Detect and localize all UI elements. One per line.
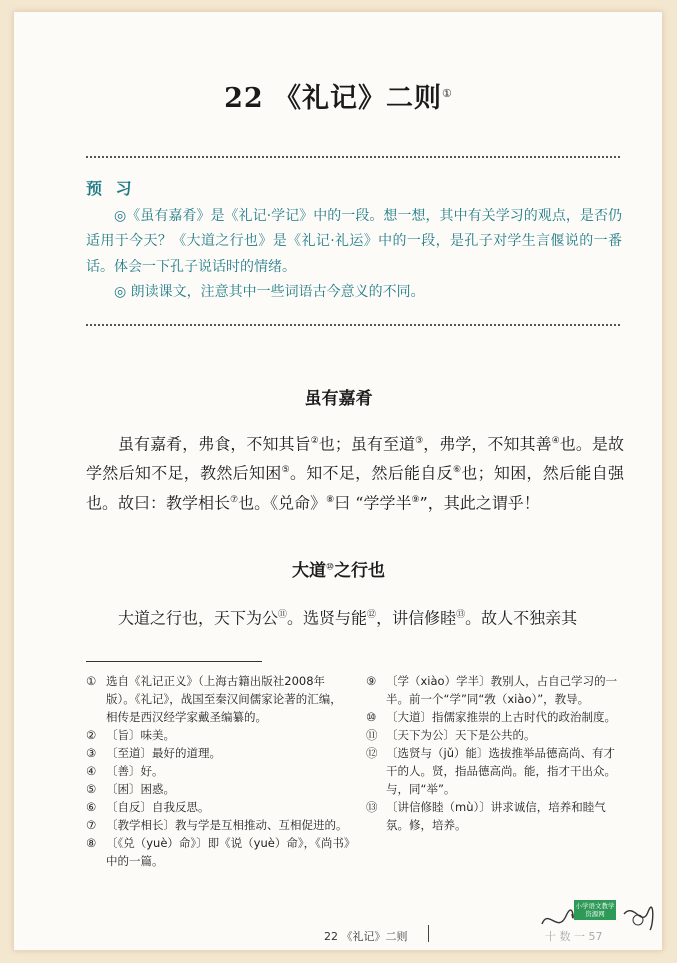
stamp-text: 小学语文教学资源网 — [575, 902, 615, 918]
footnote-item — [86, 672, 352, 726]
footnote-marker: ③ — [415, 436, 424, 446]
footnote-number: ⑤ — [86, 782, 97, 796]
text-segment: 也；知困，然后能自强也。故曰：教学相长 — [86, 463, 624, 512]
footnote-marker: ② — [310, 436, 319, 446]
preview-paragraph-2: ◎ 朗读课文，注意其中一些词语古今意义的不同。 — [114, 284, 425, 300]
footnote-item — [366, 726, 624, 744]
footnote-number: ⑨ — [366, 674, 377, 688]
lesson-title-text: 22 《礼记》二则 — [224, 83, 443, 114]
lesson-title — [0, 76, 677, 115]
footnote-text: 〔至道〕最好的道理。 — [106, 746, 221, 760]
footnote-item — [366, 798, 624, 834]
footnote-text: 〔困〕困惑。 — [106, 782, 175, 796]
text-segment: ，弗学，不知其善 — [423, 434, 552, 454]
footnote-marker: ⑫ — [367, 610, 377, 620]
footnote-text: 〔学（xiào）学半〕教别人，占自己学习的一半。前一个“学”同“敩（xiào）”，教导。 — [386, 674, 618, 706]
text-segment: ”，其此之谓乎！ — [419, 492, 540, 512]
footnote-marker: ⑪ — [278, 610, 288, 620]
footnote-number: ⑬ — [366, 800, 378, 814]
title-footnote-marker: ① — [442, 87, 453, 100]
footnote-marker: ⑤ — [281, 465, 290, 476]
text-segment: 也；虽有至道 — [318, 434, 416, 454]
footnote-marker: ⑩ — [325, 562, 335, 573]
footnote-marker: ⑨ — [411, 494, 420, 505]
footnote-text: 〔天下为公〕天下是公共的。 — [386, 728, 536, 742]
footer-divider — [428, 925, 429, 942]
footnote-item — [86, 834, 352, 870]
text-segment: 曰 “学学半 — [334, 492, 412, 512]
footnote-marker: ④ — [551, 436, 560, 446]
footnotes-right — [366, 672, 624, 834]
footnote-text: 〔选贤与（jǔ）能〕选拔推举品德高尚、有才干的人。贤，指品德高尚。能，指才干出众。与，同“举”。 — [386, 746, 616, 796]
text-segment: 大道之行也，天下为公 — [118, 608, 279, 628]
text-segment: 。故人不独亲其 — [465, 608, 578, 628]
footnote-text: 选自《礼记正义》（上海古籍出版社2008年版）。《礼记》，战国至秦汉间儒家论著的汇编，相传是西汉经学家戴圣编纂的。 — [106, 674, 342, 724]
footnote-item — [86, 726, 352, 744]
footnote-number: ⑦ — [86, 818, 97, 832]
section-title-2 — [0, 556, 677, 581]
dotted-divider-top — [86, 156, 620, 158]
preview-heading: 预 习 — [86, 179, 136, 198]
watermark-stamp — [538, 894, 656, 938]
footnote-marker: ⑬ — [456, 610, 466, 620]
footnotes-left — [86, 672, 352, 870]
footnote-marker: ⑧ — [326, 494, 335, 505]
preview-box — [86, 176, 622, 306]
footnote-text: 〔旨〕味美。 — [106, 728, 175, 742]
footnote-number: ⑫ — [366, 746, 378, 760]
footnote-item — [366, 672, 624, 708]
footnote-number: ④ — [86, 764, 97, 778]
footnote-number: ⑧ — [86, 836, 97, 850]
footnote-item — [86, 744, 352, 762]
section-1-body — [86, 428, 624, 516]
section-title-1: 虽有嘉肴 — [304, 389, 373, 409]
footnote-marker: ⑥ — [452, 465, 462, 476]
footnote-number: ⑩ — [366, 710, 377, 724]
footnote-number: ② — [86, 728, 97, 742]
footnote-item — [366, 744, 624, 798]
section-2-title-a: 大道 — [291, 561, 326, 581]
footnote-item — [86, 762, 352, 780]
footnote-text: 〔善〕好。 — [106, 764, 164, 778]
text-segment: 虽有嘉肴，弗食，不知其旨 — [118, 434, 311, 454]
footnote-item — [86, 816, 352, 834]
footnote-number: ⑪ — [366, 728, 378, 742]
text-segment: ，讲信修睦 — [376, 608, 457, 628]
preview-paragraph-1: ◎《虽有嘉肴》是《礼记·学记》中的一段。想一想，其中有关学习的观点，是否仍适用于今天？《大道之行也》是《礼记·礼运》中的一段，是孔子对学生言偃说的一番话。体会一下孔子说话时的情绪。 — [86, 207, 622, 275]
footnote-item — [86, 798, 352, 816]
text-segment: 也。《兑命》 — [238, 492, 327, 512]
footnote-text: 〔教学相长〕教与学是互相推动、互相促进的。 — [106, 818, 348, 832]
footnote-text: 〔《兑（yuè）命》〕即《说（yuè）命》，《尚书》中的一篇。 — [106, 836, 350, 868]
footer-label: 22 《礼记》二则 — [324, 930, 408, 943]
text-segment: 也。是故学然后知不足，教然后知困 — [86, 434, 624, 483]
footnote-number: ⑥ — [86, 800, 97, 814]
footnote-marker: ⑦ — [230, 494, 239, 505]
section-2-body — [86, 602, 624, 631]
footnote-number: ① — [86, 674, 97, 688]
footnote-item — [366, 708, 624, 726]
footnote-item — [86, 780, 352, 798]
dotted-divider-bottom — [86, 324, 620, 326]
section-2-title-b: 之行也 — [334, 561, 386, 581]
footer-faded-text: 十 数 一 57 — [545, 930, 603, 943]
footnote-text: 〔大道〕指儒家推崇的上古时代的政治制度。 — [386, 710, 616, 724]
text-segment: 。选贤与能 — [287, 608, 368, 628]
footnote-text: 〔自反〕自我反思。 — [106, 800, 210, 814]
footnote-text: 〔讲信修睦（mù）〕讲求诚信，培养和睦气氛。修，培养。 — [386, 800, 606, 832]
text-segment: 。知不足，然后能自反 — [289, 463, 453, 483]
footnote-number: ③ — [86, 746, 97, 760]
footnote-rule — [86, 661, 262, 662]
